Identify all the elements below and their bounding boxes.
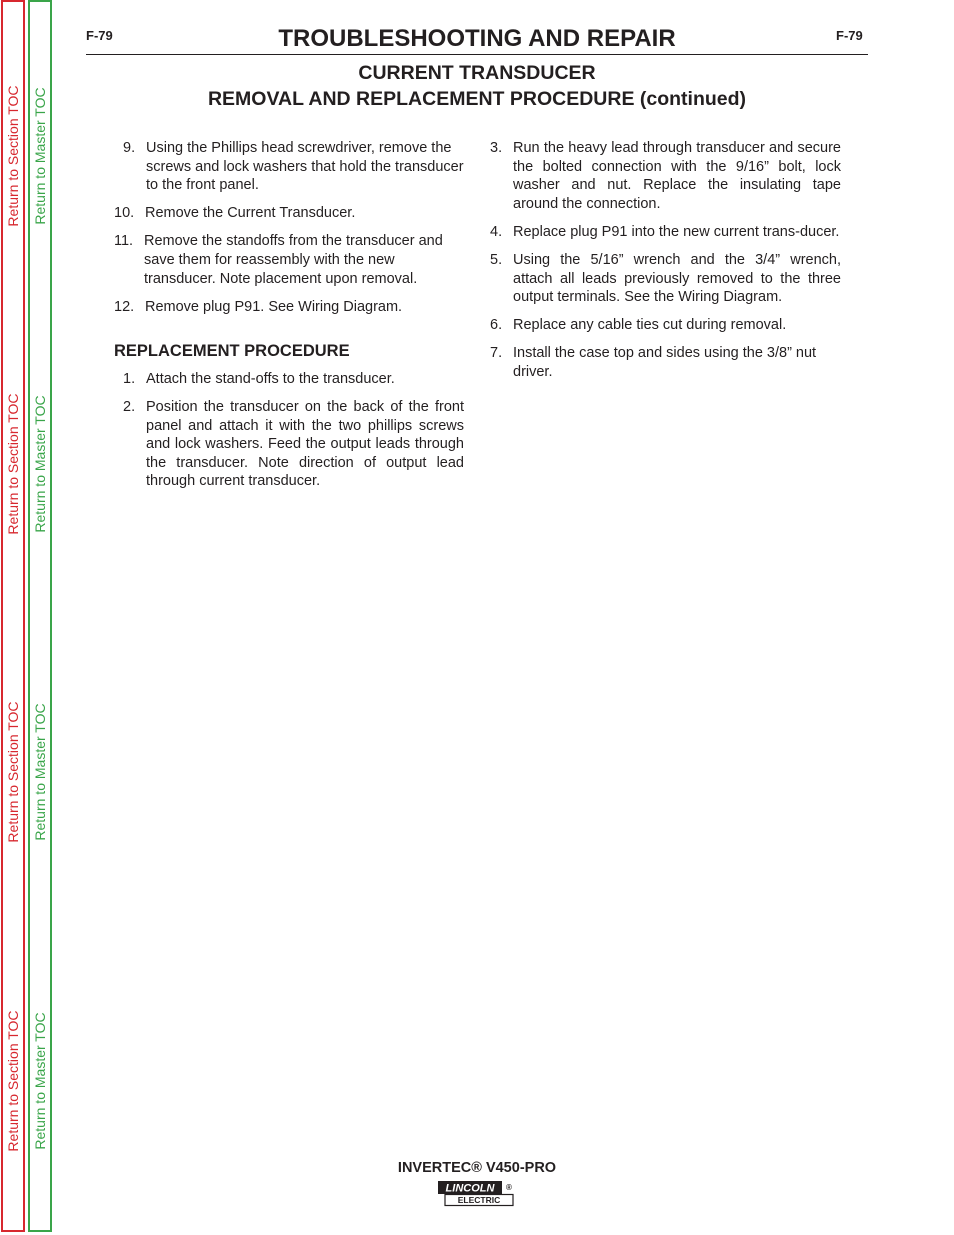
step-number: 4. (490, 223, 503, 240)
return-to-section-toc-link[interactable]: Return to Section TOC (5, 701, 21, 843)
left-column (114, 139, 464, 500)
logo-lincoln-text: LINCOLN (445, 1182, 495, 1195)
step-number: 11. (114, 233, 134, 250)
step-text: Remove plug P91. See Wiring Diagram. (145, 298, 403, 315)
removal-step (114, 204, 464, 223)
header-divider (86, 54, 868, 55)
section-toc-bar (1, 0, 25, 1232)
removal-step (114, 232, 464, 288)
return-to-master-toc-link[interactable]: Return to Master TOC (32, 1012, 48, 1150)
procedure-title-line1: CURRENT TRANSDUCER (358, 62, 596, 84)
step-number: 7. (490, 345, 503, 362)
removal-step (114, 298, 464, 317)
step-text: Using the 5/16” wrench and the 3/4” wrench, attach all leads previously removed to the three output terminals. See the Wiring Diagram. (513, 251, 841, 306)
step-text: Install the case top and sides using the 3/8” nut driver. (513, 345, 817, 380)
logo-electric-text: ELECTRIC (457, 1195, 501, 1205)
replacement-step (490, 251, 841, 307)
replacement-step (490, 316, 841, 335)
replacement-step (490, 344, 841, 381)
page-title: TROUBLESHOOTING AND REPAIR (278, 25, 676, 52)
step-text: Run the heavy lead through transducer and secure the bolted connection with the 9/16” bolt, lock washer and nut. Replace the insulating tape around the connection. (513, 140, 841, 212)
return-to-master-toc-link[interactable]: Return to Master TOC (32, 703, 48, 841)
step-number: 1. (123, 370, 136, 387)
step-number: 5. (490, 251, 503, 268)
replacement-step (490, 139, 841, 213)
step-text: Using the Phillips head screwdriver, remove the screws and lock washers that hold the transducer to the front panel. (146, 140, 464, 194)
step-number: 10. (114, 205, 135, 222)
return-to-section-toc-link[interactable]: Return to Section TOC (5, 1010, 21, 1152)
return-to-master-toc-link[interactable]: Return to Master TOC (32, 395, 48, 533)
replacement-procedure-heading: REPLACEMENT PROCEDURE (114, 342, 350, 361)
step-text: Replace plug P91 into the new current trans-ducer. (513, 223, 840, 240)
procedure-title-line2: REMOVAL AND REPLACEMENT PROCEDURE (continued) (207, 88, 747, 110)
logo-registered-mark: ® (506, 1183, 512, 1192)
lincoln-electric-logo (437, 1180, 515, 1207)
return-to-section-toc-link[interactable]: Return to Section TOC (5, 393, 21, 535)
step-number: 6. (490, 317, 503, 334)
page-number-left: F-79 (86, 28, 113, 43)
step-number: 12. (114, 298, 135, 315)
return-to-master-toc-link[interactable]: Return to Master TOC (32, 87, 48, 225)
procedure-title (86, 60, 868, 112)
right-column (490, 139, 841, 391)
replacement-step (114, 370, 464, 389)
page-number-right: F-79 (836, 28, 863, 43)
return-to-section-toc-link[interactable]: Return to Section TOC (5, 85, 21, 227)
replacement-step (490, 223, 841, 242)
step-text: Replace any cable ties cut during removal. (513, 317, 787, 334)
step-number: 3. (490, 140, 503, 156)
master-toc-bar (28, 0, 52, 1232)
step-text: Remove the Current Transducer. (145, 205, 356, 222)
step-text: Attach the stand-offs to the transducer. (146, 370, 395, 387)
step-text: Position the transducer on the back of the front panel and attach it with the two phillips screws and lock washers. Feed the output leads through the transducer. Note direction of output lead through current transducer. (146, 398, 464, 490)
step-number: 2. (123, 398, 136, 415)
step-number: 9. (123, 140, 136, 156)
product-model: INVERTEC® V450-PRO (397, 1160, 557, 1176)
step-text: Remove the standoffs from the transducer and save them for reassembly with the new transducer. Note placement upon removal. (144, 233, 443, 287)
removal-step (114, 139, 464, 195)
replacement-step (114, 398, 464, 491)
